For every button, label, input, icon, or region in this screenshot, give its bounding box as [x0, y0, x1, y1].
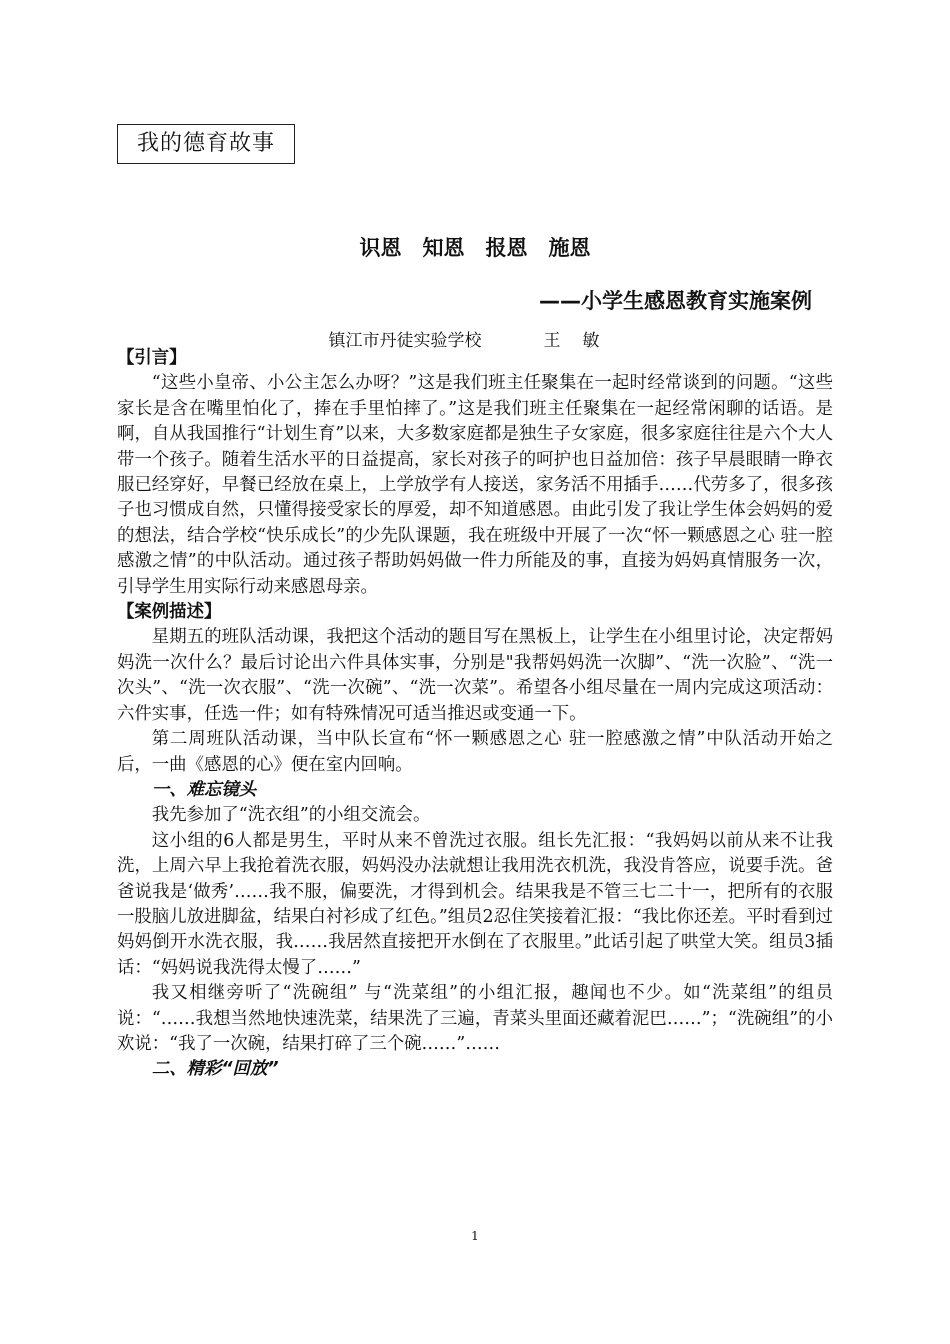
subsection-heading-1: 一、难忘镜头 — [151, 779, 257, 800]
document-title: 识恩 知恩 报恩 施恩 — [359, 236, 591, 260]
page-number: 1 — [471, 1229, 479, 1243]
document-subtitle: ——小学生感恩教育实施案例 — [539, 289, 812, 313]
case-heading: 【案例描述】 — [117, 602, 222, 623]
document-body — [117, 346, 833, 1083]
subsection-1-paragraph-3: 我又相继旁听了“洗碗组” 与“洗菜组”的小组汇报，趣闻也不少。如“洗菜组”的组员说：“……我想当然地快速洗菜，结果洗了三遍，青菜头里面还藏着泥巴……”；“洗碗组”的小欢说：“我了一次碗，结果打碎了三个碗……”…… — [117, 983, 833, 1054]
case-paragraph-2: 第二周班队活动课，当中队长宣布“怀一颗感恩之心 驻一腔感激之情”中队活动开始之后，一曲《感恩的心》便在室内回响。 — [117, 729, 833, 775]
subsection-heading-2: 二、精彩“回放” — [151, 1059, 279, 1080]
intro-heading: 【引言】 — [117, 348, 187, 368]
author-name: 王敏 — [543, 331, 622, 351]
subsection-1-paragraph-2: 这小组的6人都是男生，平时从来不曾洗过衣服。组长先汇报：“我妈妈以前从来不让我洗，上周六早上我抢着洗衣服，妈妈没办法就想让我用洗衣机洗，我没肯答应，说要手洗。爸爸说我是‘做秀’……我不服，偏要洗，才得到机会。结果我是不管三七二十一，把所有的衣服一股脑儿放进脚盆，结果白衬衫成了红色。”组员2忍住笑接着汇报：“我比你还差。平时看到过妈妈倒开水洗衣服，我……我居然直接把开水倒在了衣服里。”此话引起了哄堂大笑。组员3插话：“妈妈说我洗得太慢了……” — [117, 830, 833, 978]
case-paragraph-1: 星期五的班队活动课，我把这个活动的题目写在黑板上，让学生在小组里讨论，决定帮妈妈洗一次什么？最后讨论出六件具体实事，分别是"我帮妈妈洗一次脚”、“洗一次脸”、“洗一次头”、“洗一次衣服”、“洗一次碗”、“洗一次菜”。希望各小组尽量在一周内完成这项活动：六件实事，任选一件；如有特殊情况可适当推迟或变通一下。 — [117, 627, 833, 724]
subsection-1-paragraph-1: 我先参加了“洗衣组”的小组交流会。 — [151, 805, 431, 826]
intro-paragraph: “这些小皇帝、小公主怎么办呀？”这是我们班主任聚集在一起时经常谈到的问题。“这些家长是含在嘴里怕化了，捧在手里怕摔了。”这是我们班主任聚集在一起经常闲聊的话语。是啊，自从我国推行“计划生育”以来，大多数家庭都是独生子女家庭，很多家庭往往是六个大人带一个孩子。随着生活水平的日益提高，家长对孩子的呵护也日益加倍：孩子早晨眼睛一睁衣服已经穿好，早餐已经放在桌上，上学放学有人接送，家务活不用插手……代劳多了，很多孩子也习惯成自然，只懂得接受家长的厚爱，却不知道感恩。由此引发了我让学生体会妈妈的爱的想法，结合学校“快乐成长”的少先队课题，我在班级中开展了一次“怀一颗感恩之心 驻一腔感激之情”的中队活动。通过孩子帮助妈妈做一件力所能及的事，直接为妈妈真情服务一次，引导学生用实际行动来感恩母亲。 — [117, 373, 833, 597]
boxed-header-title: 我的德育故事 — [117, 124, 295, 164]
school-name: 镇江市丹徒实验学校 — [328, 331, 482, 351]
